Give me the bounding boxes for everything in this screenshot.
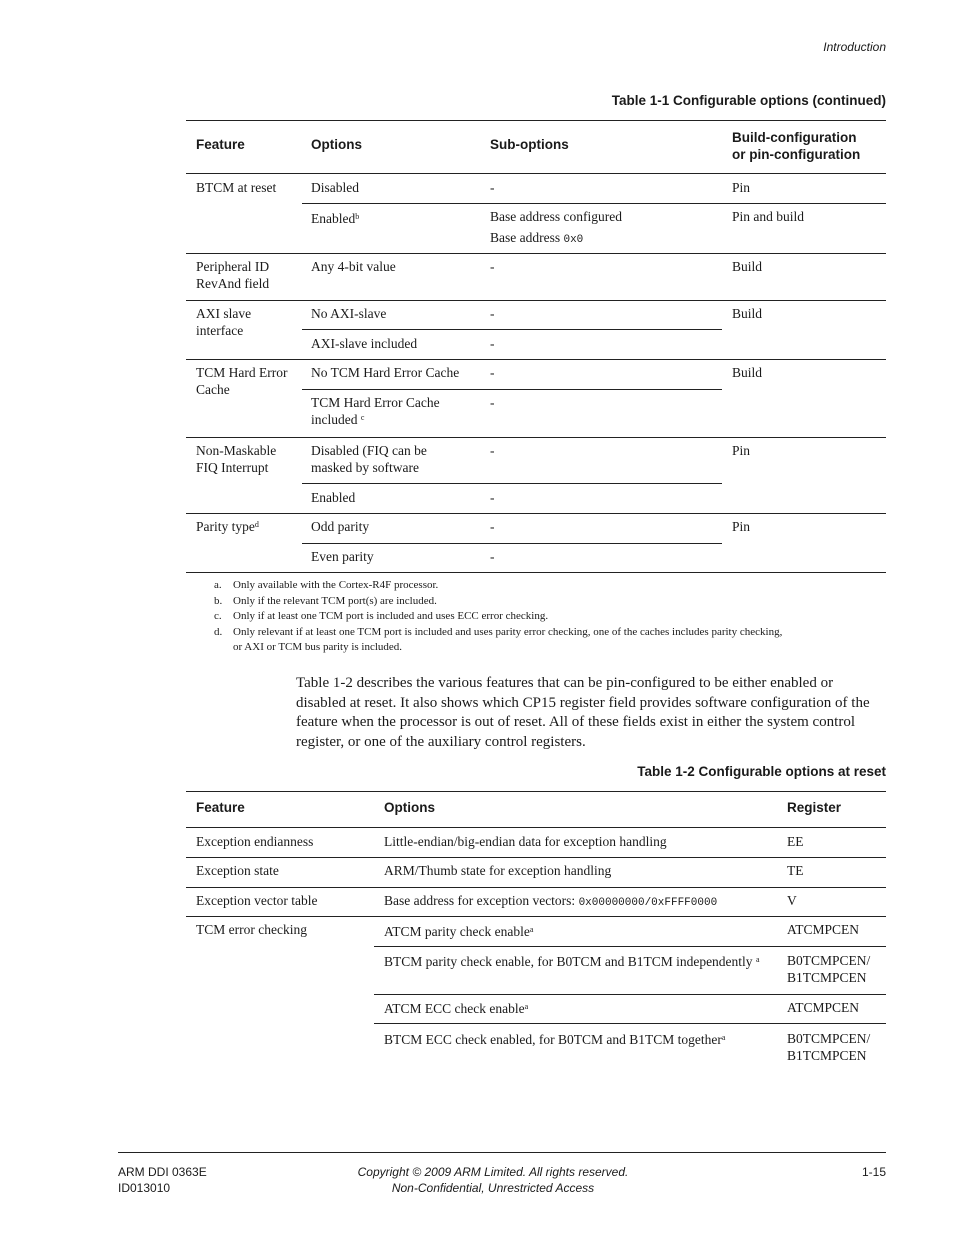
- table1-header-config: Build-configuration or pin-configuration: [732, 130, 861, 162]
- table1-cell: Build: [732, 365, 763, 380]
- table1-cell: Parity type$^d$: [196, 519, 259, 534]
- table1-cell: Enabled: [311, 490, 356, 505]
- table1-cell: Build: [732, 259, 763, 274]
- table2-header-options: Options: [384, 800, 435, 815]
- table1-cell: No AXI-slave: [311, 306, 387, 321]
- table1-cell: Enabled$^b$: [311, 211, 360, 226]
- table2-cell: TE: [787, 863, 804, 878]
- table1-cell: Odd parity: [311, 519, 370, 534]
- table1-header-options: Options: [311, 137, 362, 152]
- table2-cell: BTCM ECC check enabled, for B0TCM and B1TCM together$^a$: [384, 1032, 726, 1047]
- table1-cell: -: [490, 395, 495, 410]
- table1-caption: Table 1-1 Configurable options (continued): [611, 93, 886, 108]
- table2-cell: ARM/Thumb state for exception handling: [384, 863, 612, 878]
- table2-cell: Exception state: [196, 863, 279, 878]
- table2-cell: EE: [787, 834, 804, 849]
- footer-doc-id: ARM DDI 0363E ID013010: [118, 1165, 207, 1195]
- table1-cell: -: [490, 490, 495, 505]
- table2-cell: V: [787, 893, 797, 908]
- table2-cell: ATCM ECC check enable$^a$: [384, 1001, 529, 1016]
- table1-cell: Even parity: [311, 549, 374, 564]
- footer-copyright: Copyright © 2009 ARM Limited. All rights reserved. Non-Confidential, Unrestricted Access: [357, 1165, 629, 1195]
- table1-header-suboptions: Sub-options: [490, 137, 569, 152]
- table1-cell: -: [490, 180, 495, 195]
- table2-caption: Table 1-2 Configurable options at reset: [637, 764, 886, 779]
- table1-cell: TCM Hard Error Cache: [196, 365, 288, 397]
- table2-cell: Exception endianness: [196, 834, 314, 849]
- table1-cell: -: [490, 519, 495, 534]
- table1-cell: Peripheral ID RevAnd field: [196, 259, 270, 291]
- table2-cell: Base address for exception vectors: 0x00000000/0xFFFF0000: [384, 893, 718, 909]
- table2-header-register: Register: [787, 800, 842, 815]
- table2-cell: Little-endian/big-endian data for exception handling: [384, 834, 667, 849]
- table2-cell: TCM error checking: [196, 922, 307, 937]
- table1-cell: Any 4-bit value: [311, 259, 396, 274]
- table1-cell: -: [490, 443, 495, 458]
- table2-cell: Exception vector table: [196, 893, 318, 908]
- table1-cell: Base address configured: [490, 209, 622, 224]
- table1-cell: -: [490, 549, 495, 564]
- table1-cell: Build: [732, 306, 763, 321]
- table1-cell: Disabled: [311, 180, 359, 195]
- table2-cell: ATCM parity check enable$^a$: [384, 924, 534, 939]
- table1-top-rule: [186, 120, 886, 121]
- table1-cell: No TCM Hard Error Cache: [311, 365, 460, 380]
- table1-cell: Pin: [732, 180, 751, 195]
- table2-cell: B0TCMPCEN/ B1TCMPCEN: [787, 953, 871, 985]
- table2-cell: B0TCMPCEN/ B1TCMPCEN: [787, 1031, 871, 1063]
- table2-cell: BTCM parity check enable, for B0TCM and B1TCM independently $^a$: [384, 954, 760, 969]
- table1-cell: -: [490, 259, 495, 274]
- table1-cell: -: [490, 306, 495, 321]
- table1-cell: Non-Maskable FIQ Interrupt: [196, 443, 277, 475]
- table1-cell: TCM Hard Error Cache included $^c$: [311, 395, 440, 427]
- table2-cell: ATCMPCEN: [787, 1000, 860, 1015]
- table2-top-rule: [186, 791, 886, 792]
- table2-cell: ATCMPCEN: [787, 922, 860, 937]
- section-header: Introduction: [823, 40, 886, 54]
- table1-cell: Disabled (FIQ can be masked by software: [311, 443, 427, 475]
- footer-rule: [118, 1152, 886, 1153]
- footer-page-number: 1-15: [861, 1165, 886, 1179]
- table1-cell: AXI slave interface: [196, 306, 252, 338]
- table1-cell: Pin: [732, 519, 751, 534]
- table1-cell: AXI-slave included: [311, 336, 418, 351]
- table1-cell: Base address 0x0: [490, 230, 584, 246]
- table1-cell: BTCM at reset: [196, 180, 277, 195]
- table1-cell: Pin and build: [732, 209, 805, 224]
- table1-cell: Pin: [732, 443, 751, 458]
- body-paragraph: Table 1-2 describes the various features that can be pin-configured to be either enabled or disabled at reset. It also shows which CP15 register field provides software configuration of the feature when the processor is out of reset. All of these fields exist in either the system control register, or one of the auxiliary control registers.: [296, 675, 870, 750]
- table1-bottom-rule: [186, 572, 886, 573]
- table1-header-feature: Feature: [196, 137, 245, 152]
- table1-cell: -: [490, 365, 495, 380]
- table1-cell: -: [490, 336, 495, 351]
- table2-header-feature: Feature: [196, 800, 245, 815]
